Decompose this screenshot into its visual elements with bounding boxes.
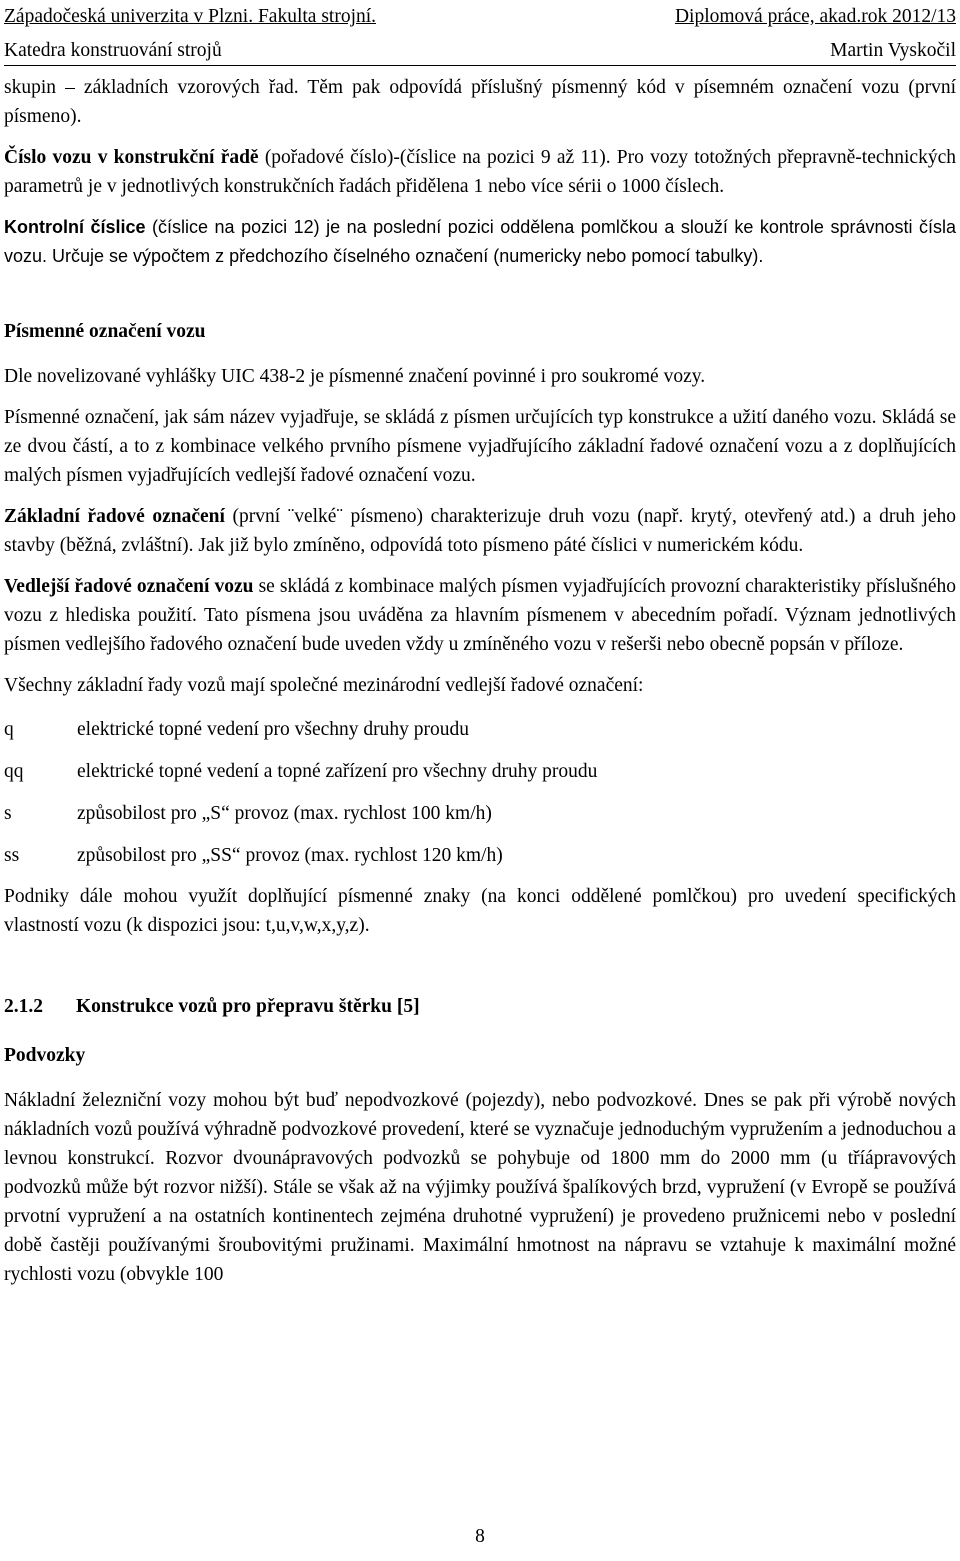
header-author: Martin Vyskočil bbox=[830, 40, 956, 61]
code-description: elektrické topné vedení pro všechny druhy proudu bbox=[77, 718, 470, 740]
code-description: způsobilost pro „S“ provoz (max. rychlost 100 km/h) bbox=[77, 802, 492, 824]
page-header bbox=[4, 0, 956, 68]
list-item bbox=[4, 708, 956, 750]
header-department: Katedra konstruování strojů bbox=[4, 40, 222, 61]
code-letter: ss bbox=[4, 844, 20, 866]
page-number: 8 bbox=[475, 1526, 485, 1547]
list-item bbox=[4, 750, 956, 792]
paragraph-bogies: Nákladní železniční vozy mohou být buď nepodvozkové (pojezdy), nebo podvozkové. Dnes se pak při výrobě nových nákladních vozů používá výhradně podvozkové provedení, které se vyznačuje jednoduchým vypružením a jednoduchou a levnou konstrukcí. Rozvor dvounápravových podvozků se pohybuje od 1800 mm do 2000 mm (u tříápravových podvozků může být rozvor nižší). Stále se však až na výjimky používá špalíkových brzd, vypružení (v Evropě se používá prvotní vypružení a na ostatních kontinentech zejména druhotné vypružení) je provedeno pružnicemi nebo v poslední době častěji používanými šroubovitými pružinami. Maximální hmotnost na nápravu se vztahuje k maximální možné rychlosti vozu (obvykle 100 bbox=[4, 1090, 956, 1285]
section-title: Konstrukce vozů pro přepravu štěrku [5] bbox=[76, 996, 420, 1017]
list-item bbox=[4, 834, 956, 876]
term-check-digit: Kontrolní číslice bbox=[4, 217, 146, 237]
heading-letter-marking: Písmenné označení vozu bbox=[4, 321, 206, 342]
paragraph-secondary-series-text: se skládá z kombinace malých písmen vyjadřujících provozní charakteristiky příslušného vozu z hlediska použití. Tato písmena jsou uváděna za hlavním písmenem v abecedním pořadí. Význam jednotlivých písmen vedlejšího řadového označení bude uveden vždy u zmíněného vozu v rešerši nebo obecně popsán v příloze. bbox=[4, 576, 957, 655]
header-thesis: Diplomová práce, akad.rok 2012/13 bbox=[674, 6, 956, 27]
term-secondary-series: Vedlejší řadové označení vozu bbox=[4, 576, 254, 597]
paragraph-supplementary: Podniky dále mohou využít doplňující písmenné znaky (na konci oddělené pomlčkou) pro uvedení specifických vlastností vozu (k dispozici jsou: t,u,v,w,x,y,z). bbox=[4, 886, 956, 936]
section-heading bbox=[4, 992, 956, 1021]
code-letter: s bbox=[4, 802, 12, 824]
page-body bbox=[4, 73, 956, 1301]
heading-bogies: Podvozky bbox=[4, 1045, 86, 1066]
paragraph-car-number-text: (pořadové číslo)-(číslice na pozici 9 až 11). Pro vozy totožných přepravně-technických parametrů je v jednotlivých konstrukčních řadách přidělena 1 nebo více sérii o 1000 číslech. bbox=[4, 147, 956, 197]
code-letter: qq bbox=[4, 760, 24, 782]
paragraph-secondary-series bbox=[4, 572, 956, 659]
list-item bbox=[4, 792, 956, 834]
paragraph-check-digit bbox=[4, 213, 956, 271]
paragraph-car-number bbox=[4, 143, 956, 201]
header-divider bbox=[4, 65, 956, 66]
paragraph-international: Všechny základní řady vozů mají společné mezinárodní vedlejší řadové označení: bbox=[4, 675, 644, 696]
paragraph-basic-series-text: (první ¨velké¨ písmeno) charakterizuje druh vozu (např. krytý, otevřený atd.) a druh jeho stavby (běžná, zvláštní). Jak již bylo zmíněno, odpovídá toto písmeno páté číslici v numerickém kódu. bbox=[4, 506, 956, 556]
term-car-number: Číslo vozu v konstrukční řadě bbox=[4, 147, 259, 168]
paragraph-basic-series bbox=[4, 502, 956, 560]
paragraph-letter-composition: Písmenné označení, jak sám název vyjadřuje, se skládá z písmen určujících typ konstrukce a užití daného vozu. Skládá se ze dvou částí, a to z kombinace velkého prvního písmene vyjadřujícího základní řadové označení vozu a z doplňujících malých písmen vyjadřujících vedlejší řadové označení vozu. bbox=[4, 407, 956, 486]
code-list bbox=[4, 708, 956, 876]
code-letter: q bbox=[4, 718, 14, 740]
code-description: způsobilost pro „SS“ provoz (max. rychlost 120 km/h) bbox=[77, 844, 503, 866]
paragraph-check-digit-text: (číslice na pozici 12) je na poslední pozici oddělena pomlčkou a slouží ke kontrole správnosti čísla vozu. Určuje se výpočtem z předchozího číselného označení (numericky nebo pomocí tabulky). bbox=[4, 217, 956, 266]
paragraph-uic: Dle novelizované vyhlášky UIC 438-2 je písmenné značení povinné i pro soukromé vozy. bbox=[4, 366, 706, 387]
paragraph-1: skupin – základních vzorových řad. Těm pak odpovídá příslušný písmenný kód v písemném označení vozu (první písmeno). bbox=[4, 77, 956, 127]
section-number: 2.1.2 bbox=[4, 996, 43, 1017]
term-basic-series: Základní řadové označení bbox=[4, 506, 225, 527]
header-institution: Západočeská univerzita v Plzni. Fakulta strojní. bbox=[4, 6, 377, 27]
code-description: elektrické topné vedení a topné zařízení pro všechny druhy proudu bbox=[77, 760, 598, 782]
